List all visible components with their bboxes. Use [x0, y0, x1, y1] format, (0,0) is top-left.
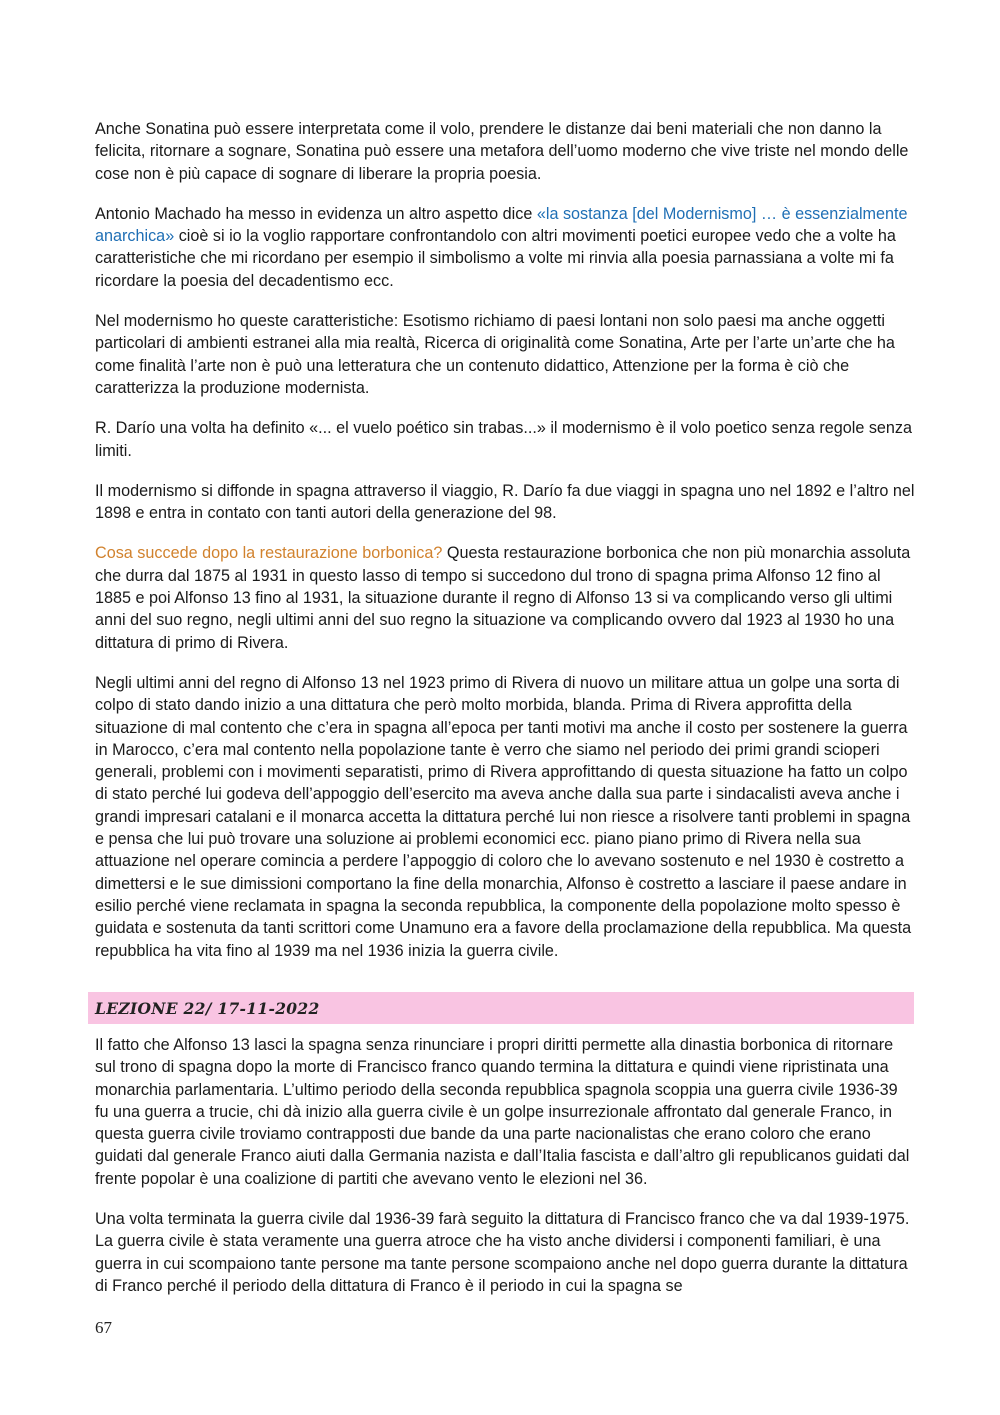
restoration-question: Cosa succede dopo la restaurazione borbonica?: [95, 544, 443, 563]
paragraph-dario-definition: R. Darío una volta ha definito «... el vuelo poético sin trabas...» il modernismo è il volo poetico senza regole senza limiti.: [95, 419, 913, 460]
paragraph-machado: [95, 203, 915, 292]
paragraph-rivera: Negli ultimi anni del regno di Alfonso 13 nel 1923 primo di Rivera di nuovo un militare attua un golpe una sorta di colpo di stato dando inizio a una dittatura che però molto morbida, blanda. Prima di Rivera approfitta della situazione di mal contento che c’era in spagna all’epoca per tanti motivi ma anche il costo per sostenere la guerra in Marocco, c’era mal contento nella popolazione tante è verro che siamo nel periodo dei primi grandi scioperi generali, problemi con i movimenti separatisti, primo di Rivera approfittando di questa situazione ha fatto un colpo di stato perché lui godeva dell’appoggio dell’esercito ma aveva anche dalla sua parte i sindacalisti aveva anche i grandi impresari catalani e il monarca accetta la dittatura perché lui non riesce a risolvere tanti problemi in spagna e pensa che lui può trovare una soluzione ai problemi economici ecc. piano piano primo di Rivera nella sua attuazione nel operare comincia a perdere l’appoggio di coloro che lo avevano sostenuto e nel 1930 è costretto a dimettersi e le sue dimissioni comportano la fine della monarchia, Alfonso è costretto a lasciare il paese andare in esilio perché viene reclamata in spagna la seconda repubblica, la componente della popolazione molto spesso è guidata e sostenuta da tanti scrittori come Unamuno era a favore della proclamazione della repubblica. Ma questa repubblica ha vita fino al 1939 ma nel 1936 inizia la guerra civile.: [95, 673, 912, 960]
paragraph-diffusion: Il modernismo si diffonde in spagna attraverso il viaggio, R. Darío fa due viaggi in spagna uno nel 1892 e l’altro nel 1898 e entra in contato con tanti autori della generazione del 98.: [95, 481, 915, 523]
main-text-section: [95, 118, 915, 980]
page-number: 67: [95, 1318, 112, 1337]
machado-rest: cioè si io la voglio rapportare confrontandolo con altri movimenti poetici europee vedo che a volte ha caratteristiche che mi ricordano per esempio il simbolismo a volte mi rinvia alla poesia parnassiana a volte mi fa ricordare la poesia del decadentismo ecc.: [95, 227, 896, 290]
lesson-header-bar: [88, 992, 914, 1024]
paragraph-franco-dictatorship: Una volta terminata la guerra civile dal 1936-39 farà seguito la dittatura di Francisco franco che va dal 1939-1975. La guerra civile è stata veramente una guerra atroce che ha visto anche dividersi i componenti familiari, è una guerra in cui scompaiono tante persone ma tante persone scompaiono anche nel dopo guerra durante la dittatura di Franco perché il periodo della dittatura di Franco è il periodo in cui la spagna se: [95, 1210, 910, 1295]
machado-intro: Antonio Machado ha messo in evidenza un altro aspetto dice: [95, 204, 537, 223]
restoration-text: Questa restaurazione borbonica che non più monarchia assoluta che durra dal 1875 al 1931 in questo lasso di tempo si succedono dul trono di spagna prima Alfonso 12 fino al 1885 e poi Alfonso 13 fino al 1931, la situazione durante il regno di Alfonso 13 si va complicando verso gli ultimi anni del suo regno, negli ultimi anni del suo regno la situazione va complicando ovvero dal 1923 al 1930 ho una dittatura di primo di Rivera.: [95, 544, 911, 652]
paragraph-characteristics: Nel modernismo ho queste caratteristiche: Esotismo richiamo di paesi lontani non solo paesi ma anche oggetti particolari di ambienti estranei alla mia realtà, Ricerca di originalità come Sonatina, Arte per l’arte un’arte che ha come finalità l’arte non è può una letteratura che un contenuto didattico, Attenzione per la forma è ciò che caratterizza la produzione modernista.: [95, 312, 895, 397]
paragraph-civil-war: Il fatto che Alfonso 13 lasci la spagna senza rinunciare i propri diritti permette alla dinastia borbonica di ritornare sul trono di spagna dopo la morte di Francisco franco quando termina la dittatura e quindi viene ripristinata una monarchia parlamentaria. L’ultimo periodo della seconda repubblica spagnola scoppia una guerra civile 1936-39 fu una guerra a trucie, chi dà inizio alla guerra civile è un golpe insurrezionale affrontato dal generale Franco, in questa guerra civile troviamo contrapposti due bande da una parte nacionalistas che erano coloro che erano guidati dal generale Franco aiuti dalla Germania nazista e dall’Italia fascista e dall’altro gli republicanos guidati dal frente popolar è una coalizione di partiti che avevano vento le elezioni nel 36.: [95, 1036, 910, 1188]
paragraph-sonatina: Anche Sonatina può essere interpretata come il volo, prendere le distanze dai beni materiali che non danno la felicita, ritornare a sognare, Sonatina può essere una metafora dell’uomo moderno che vive triste nel mondo delle cose non è più capace di sognare di liberare la propria poesia.: [95, 120, 909, 183]
lesson-title: LEZIONE 22/ 17-11-2022: [95, 999, 320, 1018]
lesson-text-section: [95, 1034, 915, 1315]
paragraph-restoration: [95, 542, 915, 653]
machado-quote: «la sostanza [del Modernismo] … è essenzialmente anarchica»: [95, 204, 908, 246]
